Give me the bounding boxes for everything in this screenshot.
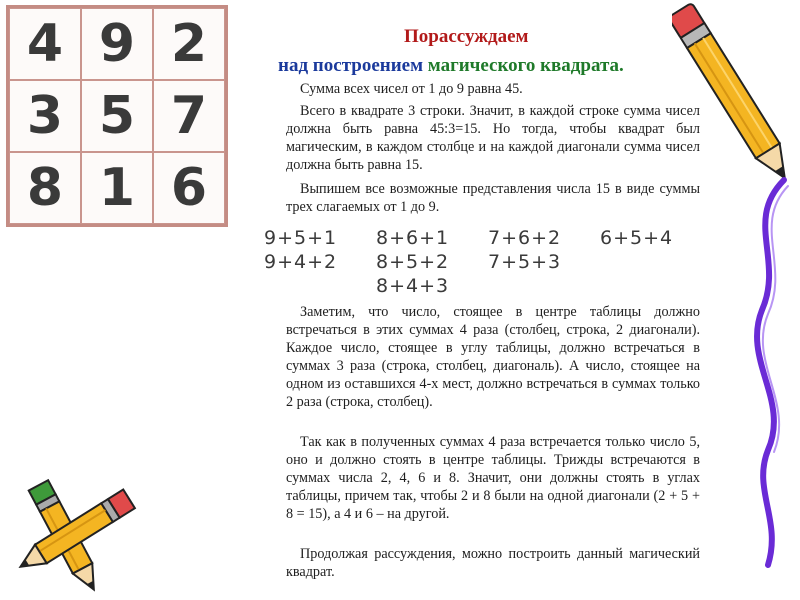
heading-line-2-part-1: над построением [278,55,428,76]
magic-square-cell: 8 [9,152,81,224]
magic-square [6,5,228,227]
sums-block [264,226,704,298]
magic-square-cell: 9 [81,8,153,80]
sum-expression: 8+6+1 [376,227,450,249]
magic-square-cell: 6 [153,152,225,224]
paragraph-3: Выпишем все возможные представления числа 15 в виде суммы трех слагаемых от 1 до 9. [286,181,700,215]
magic-square-cell: 3 [9,80,81,152]
paragraph-4: Заметим, что число, стоящее в центре таблицы должно встречаться в этих суммах 4 раза (столбец, строка, 2 диагонали). Каждое число, стоящее в углу таблицы, должно встречаться в суммах 3 раза (строка, столбец, диагональ). А число, стоящее на одном из оставшихся 4-х мест, должно встречаться в суммах только 2 раза (строка, столбец). [286,304,700,410]
heading-line-2-part-2: магического квадрата. [427,55,624,76]
sums-column [264,226,337,274]
magic-square-cell: 7 [153,80,225,152]
magic-square-cell: 5 [81,80,153,152]
magic-square-cell: 2 [153,8,225,80]
sum-expression: 7+5+3 [488,251,562,273]
sum-expression: 6+5+4 [600,227,674,249]
magic-square-cell: 4 [9,8,81,80]
paragraph-6: Продолжая рассуждения, можно построить данный магический квадрат. [286,546,700,580]
paragraph-1: Сумма всех чисел от 1 до 9 равна 45. [300,81,523,97]
paragraph-2: Всего в квадрате 3 строки. Значит, в каждой строке сумма чисел должна быть равна 45:3=15. Но тогда, чтобы квадрат был магическим, в каждом столбце и на каждой диагонали сумма чисел должна быть равна 15. [286,103,700,173]
sums-column [600,226,673,250]
crossed-pencils-icon [0,470,150,600]
sum-expression: 9+5+1 [264,227,338,249]
heading-line-1: Порассуждаем [404,26,529,47]
sum-expression: 7+6+2 [488,227,562,249]
magic-square-cell: 1 [81,152,153,224]
sum-expression: 8+5+2 [376,251,450,273]
paragraph-5: Так как в полученных суммах 4 раза встречается только число 5, оно и должно стоять в центре таблицы. Трижды встречаются в суммах числа 2, 4, 6 и 8. Значит, они должны стоять в углах таблицы, причем так, чтобы 2 и 8 были на одной диагонали (2 + 5 + 8 = 15), а 4 и 6 – на другой. [286,434,700,522]
sums-column [488,226,561,274]
sums-column [376,226,449,298]
purple-squiggle-line [724,170,800,570]
heading-line-2 [278,55,624,77]
sum-expression: 8+4+3 [376,275,450,297]
sum-expression: 9+4+2 [264,251,338,273]
